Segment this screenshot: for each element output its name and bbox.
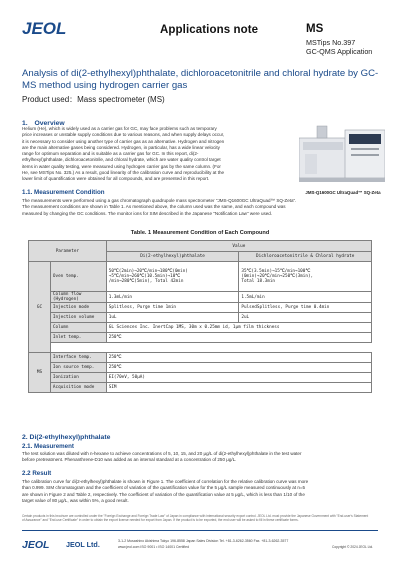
table-caption: Table. 1 Measurement Condition of Each Compound (130, 230, 270, 236)
oven-temp-line: /min→280℃(5min), Total 42min (108, 279, 184, 284)
ionization-label: Ionization (50, 373, 106, 383)
injection-volume-dcan: 2uL (239, 313, 372, 323)
svg-text:JEOL: JEOL (22, 20, 67, 36)
table-row (29, 313, 372, 323)
table-row (29, 333, 372, 343)
measurement-line: measured by changing the GC conditions. The monitor ions for SIM described in the Japanese "Notification Law" were used. (22, 210, 273, 216)
copyright: Copyright © 2024 JEOL Ltd. (332, 545, 374, 549)
measurement-line: The measurements were performed using a gas chromatograph quadrupole mass spectrometer "JMS-Q1600GC UltraQuad™ SQ-Zeta". (22, 198, 297, 203)
section2-line: The calibration curve for di(2-ethylhexyl)phthalate is shown in Figure 1. The coefficient of correlation for the relative calibration curve was more (22, 479, 309, 484)
ionization-value: EI(70eV, 50μA) (106, 373, 371, 383)
overview-line: it is necessary to consider using another type of carrier gas as an alternative. Hydrogen and nitrogen (22, 138, 225, 144)
table-row (29, 323, 372, 333)
page-title: Analysis of di(2-ethylhexyl)phthalate, dichloroacetonitrile and chloral hydrate by GC-MS method using hydrogen carrier gas (22, 68, 379, 91)
table-row (29, 303, 372, 313)
export-note-line: Certain products in this brochure are controlled under the "Foreign Exchange and Foreign Trade Law" of Japan in compliance with international security export control. JEOL Ltd. must provide the Japanese Government with "End-user's Statement (22, 514, 369, 518)
section2-line: are shown in Figure 2 and Table 2, respectively. The coefficient of variation of the quantification value at 5 μg/L, which is less than 1/10 of the (22, 491, 305, 497)
value-header: Value (106, 241, 371, 252)
table-row (29, 262, 372, 292)
company-address: 3-1-2 Musashino Akishima Tokyo 196-8558 Japan Sales Division Tel. +81-3-6262-3560 Fax. +81-3-6262-3577 (118, 539, 289, 543)
injection-mode-dehp: Splitless, Purge time 1min (106, 303, 239, 313)
section2-result-heading: 2.2 Result (22, 470, 52, 477)
column-label: Column (50, 323, 106, 333)
section2-measurement-paragraph (22, 451, 382, 464)
jeol-footer-logo (22, 539, 62, 549)
table-row (29, 363, 372, 373)
ion-source-temp-label: Ion source temp. (50, 363, 106, 373)
acquisition-mode-value: SIM (106, 383, 371, 393)
section2-heading: 2. Di(2-ethylhexyl)phthalate (22, 434, 111, 441)
page-header (0, 0, 400, 62)
section2-line: than 0.999. SIM chromatogram and the coefficient of variation of the quantification value for the 5 μg/L sample measured continuously at n=5 (22, 485, 306, 491)
ms-label: MS (306, 23, 324, 35)
section2-line: target value of 80 μg/L, was within 5%, a good result. (22, 497, 129, 503)
jeol-logo (22, 20, 84, 36)
measurement-line: The measurement conditions are shown in Table 1. As mentioned above, the column used was the same, and each compound was (22, 204, 286, 210)
oven-temp-line: 50℃(2min)→20℃/min→180℃(0min) (108, 269, 188, 274)
column-header-dcan: Dichloroacetonitrile & Chloral hydrate (239, 252, 372, 262)
column-flow-dehp: 1.3mL/min (106, 292, 239, 303)
product-used: Product used：Mass spectrometer (MS) (22, 95, 165, 104)
oven-temp-line: Total 18.3min (241, 279, 276, 284)
acquisition-mode-label: Acquisition mode (50, 383, 106, 393)
company-name: JEOL Ltd. (66, 540, 100, 549)
overview-paragraph (22, 126, 290, 183)
column-value: GL Sciences Inc. InertCap 1MS, 30m x 0.25mm id, 1μm film thickness (106, 323, 371, 333)
table-row (29, 343, 372, 353)
applications-note-label: Applications note (160, 24, 259, 36)
overview-line: items in water quality testing, were measured using hydrogen carrier gas by the same column. (For (22, 163, 221, 169)
column-flow-label: Column flow (Hydrogen) (50, 292, 106, 303)
inlet-temp-value: 250℃ (106, 333, 371, 343)
table-row (29, 373, 372, 383)
injection-mode-label: Injection mode (50, 303, 106, 313)
injection-volume-label: Injection volume (50, 313, 106, 323)
parameter-header: Parameter (29, 241, 107, 262)
svg-text:JEOL: JEOL (22, 539, 50, 549)
overview-heading: 1. Overview (22, 120, 65, 127)
oven-temp-dcan (239, 262, 372, 292)
inlet-temp-label: Inlet temp. (50, 333, 106, 343)
interface-temp-label: Interface temp. (50, 353, 106, 363)
overview-line: He, see MSTips No. 325.) As a result, good linearity of the calibration curve and reproducibility at the (22, 170, 225, 176)
oven-temp-line: 35℃(3.5min)→15℃/min→100℃ (241, 269, 311, 274)
company-website: www.jeol.com ISO 9001 • ISO 14001 Certified (118, 545, 190, 549)
overview-line: are the main alternative gases being considered. Hydrogen, in particular, has a wide linear velocity (22, 144, 220, 150)
footer-divider (22, 530, 378, 531)
table-row (29, 353, 372, 363)
overview-line: lower limit of quantification were obtained for all compounds, and are presented in this report. (22, 176, 210, 182)
section2-measurement-heading: 2.1. Measurement (22, 443, 74, 450)
oven-temp-dehp (106, 262, 239, 292)
oven-temp-line: →5℃/min→260℃(10.5min)→10℃ (108, 274, 181, 279)
ms-group-label: MS (29, 353, 51, 393)
section2-result-paragraph (22, 479, 382, 504)
measurement-heading: 1.1. Measurement Condition (22, 189, 105, 196)
gc-group-label: GC (29, 262, 51, 353)
interface-temp-value: 250℃ (106, 353, 371, 363)
table-row (29, 241, 372, 252)
measurement-paragraph (22, 198, 382, 217)
category-label: GC-QMS Application (306, 47, 373, 56)
export-note-line: of Assurance" and "End-use Certificate" in order to obtain the export license needed for export from Japan. If the product is to be exported, the end user will be asked to fill in these certificate forms. (22, 518, 299, 522)
table-row (29, 292, 372, 303)
column-header-dehp: Di(2-ethylhexyl)phthalate (106, 252, 239, 262)
column-flow-dcan: 1.5mL/min (239, 292, 372, 303)
overview-line: range for optimum separation and is suitable as a carrier gas for GC. In this report, di(2- (22, 151, 199, 157)
ion-source-temp-value: 250℃ (106, 363, 371, 373)
oven-temp-line: (0min)→20℃/min→250℃(3min), (241, 274, 314, 279)
export-control-note (22, 514, 378, 522)
injection-mode-dcan: PulsedSplitless, Purge time 0.4min (239, 303, 372, 313)
oven-temp-label: Oven temp. (50, 262, 106, 292)
instrument-caption: JMS-Q1600GC UltraQuad™ SQ-Zeta (305, 190, 381, 195)
section2-line: The test solution was diluted with n-hexane to achieve concentrations of 5, 10, 15, and 20 μg/L of di(2-ethylhexyl)phthalate in the test water (22, 451, 302, 456)
injection-volume-dehp: 1uL (106, 313, 239, 323)
overview-line: price increases or unstable supply conditions due to various reasons, and when supply delays occur, (22, 132, 225, 138)
overview-line: Helium (He), which is widely used as a carrier gas for GC, may face problems such as temporary (22, 126, 217, 131)
section2-line: before pretreatment. Phenanthrene-D10 was added as an internal standard at a concentration of 250 μg/L. (22, 457, 237, 463)
overview-line: ethylhexyl)phthalate, dichloroacetonitrile, and chloral hydrate, which are water quality control target (22, 157, 221, 163)
instrument-image (299, 124, 385, 182)
measurement-condition-table (28, 240, 372, 393)
table-row (29, 383, 372, 393)
mstips-number: MSTips No.397 (306, 38, 356, 47)
